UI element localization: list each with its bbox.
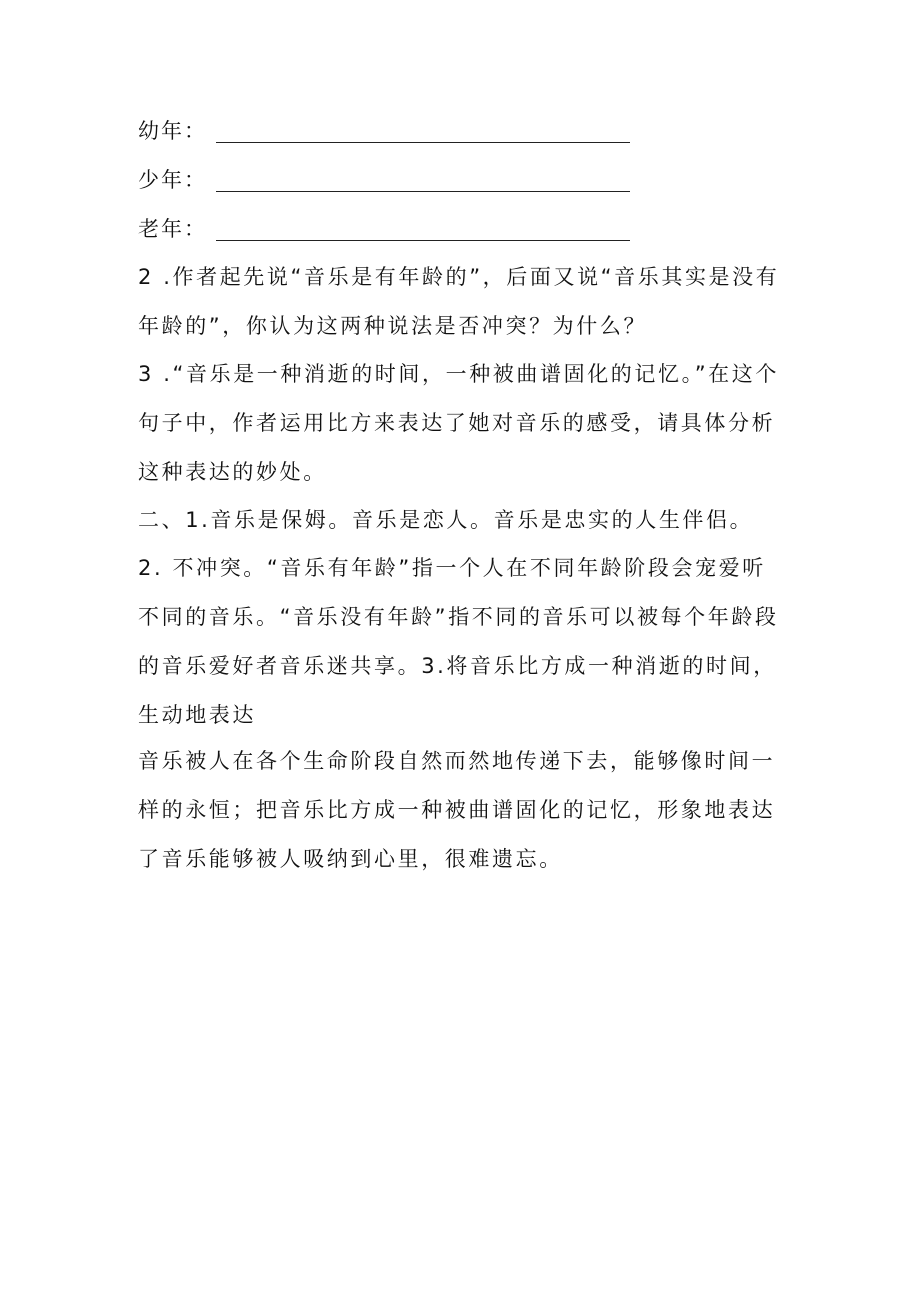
stage-row-childhood [138,115,216,147]
question-2: 2 .作者起先说“音乐是有年龄的”，后面又说“音乐其实是没有年龄的”，你认为这两种说法是否冲突？为什么？ [138,265,780,338]
answer-blank-line [216,240,630,241]
question-3: 3 .“音乐是一种消逝的时间，一种被曲谱固化的记忆。”在这个句子中，作者运用比方来表达了她对音乐的感受，请具体分析这种表达的妙处。 [138,362,779,484]
stage-label: 少年： [138,168,207,192]
stage-label: 老年： [138,217,207,241]
stage-label: 幼年： [138,119,207,143]
answer-3-continued: 音乐被人在各个生命阶段自然而然地传递下去，能够像时间一样的永恒；把音乐比方成一种被曲谱固化的记忆，形象地表达了音乐能够被人吸纳到心里，很难遗忘。 [138,749,776,871]
answer-blank-line [216,142,630,143]
answer-2-3: 2. 不冲突。“音乐有年龄”指一个人在不同年龄阶段会宠爱听不同的音乐。“音乐没有年龄”指不同的音乐可以被每个年龄段的音乐爱好者音乐迷共享。3.将音乐比方成一种消逝的时间，生动地表达 [138,556,779,727]
stage-row-old-age [138,213,216,245]
answer-1: 二、1.音乐是保姆。音乐是恋人。音乐是忠实的人生伴侣。 [138,508,754,532]
answer-blank-line [216,191,630,192]
stage-row-youth [138,164,216,196]
